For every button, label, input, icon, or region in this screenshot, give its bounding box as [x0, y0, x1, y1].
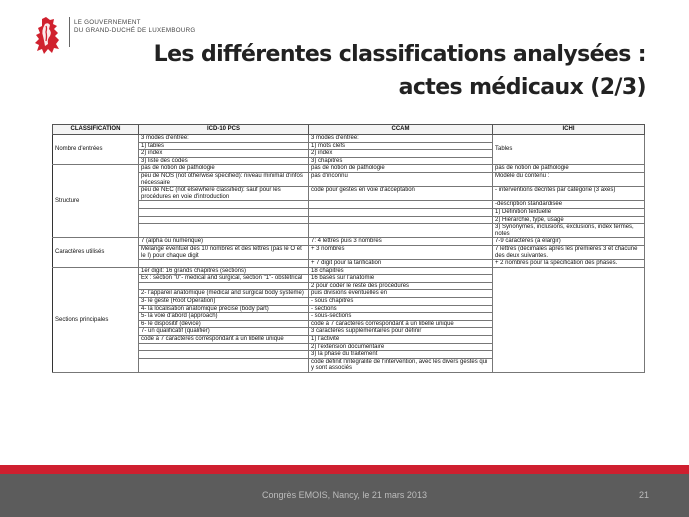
table-cell: 1er digit: 16 grands chapitres (sections) [139, 267, 309, 275]
table-cell: + 2 nombres pour la spécification des phases. [493, 260, 645, 268]
table-cell: 2- l'appareil anatomique (medical and surgical body systeme) [139, 290, 309, 298]
table-cell: code pour gestes en voie d'acceptation [309, 187, 493, 201]
row-label-structure: Structure [53, 165, 139, 238]
table-cell: code à 7 caractères correspondant à un libellé unique [139, 336, 309, 344]
table-cell: 7 lettres (décimales après les premières 3 et chacune des deux suivantes. [493, 245, 645, 259]
table-row [53, 201, 645, 209]
footer-red-band [0, 465, 689, 474]
table-cell: 18 chapitres [309, 267, 493, 275]
table-cell: 3) la phase du traitement [309, 351, 493, 359]
slide-title [154, 38, 646, 104]
gov-line-1: LE GOUVERNEMENT [74, 19, 141, 26]
table-cell: 3 modes d'entrée: [139, 135, 309, 143]
table-cell: 2) l'extension documentaire [309, 343, 493, 351]
table-cell: - interventions décrites par catégorie (3 axes) [493, 187, 645, 201]
table-row [53, 245, 645, 259]
table-row [53, 135, 645, 143]
table-row [53, 172, 645, 186]
table-cell: 2) index [309, 150, 493, 158]
table-cell: code à 7 caractères correspondant à un libellé unique [309, 320, 493, 328]
government-name [74, 19, 196, 35]
table-cell [139, 343, 309, 351]
table-cell: - sous-sections [309, 313, 493, 321]
row-label-characters: Caractères utilisés [53, 238, 139, 267]
table-cell: 3 caractères supplémentaires pour définir [309, 328, 493, 336]
table-cell: 16 basés sur l'anatomie [309, 275, 493, 283]
table-cell-empty [493, 267, 645, 372]
table-cell: pas d'inconnu [309, 172, 493, 186]
table-cell [139, 358, 309, 372]
table-cell: 3) liste des codes [139, 157, 309, 165]
table-row [53, 165, 645, 173]
table-cell: 2) Hiérarchie, type, usage [493, 216, 645, 224]
table-cell: Tables [493, 135, 645, 165]
table-row [53, 260, 645, 268]
table-cell: 2) index [139, 150, 309, 158]
table-cell: 1) tables [139, 142, 309, 150]
table-cell: 3) Synonymes, inclusions, exclusions, index termes, notes [493, 224, 645, 238]
table-cell: 6- le dispositif (device) [139, 320, 309, 328]
table-cell: + 3 nombres [309, 245, 493, 259]
table-cell [309, 201, 493, 209]
table-cell: pas de notion de pathologie [139, 165, 309, 173]
table-cell: Ex : section "0"- medical and surgical, section "1"- obstétrical [139, 275, 309, 283]
table-row [53, 187, 645, 201]
table-cell: Modèle du contenu : [493, 172, 645, 186]
table-cell: 4- la localisation anatomique précise (body part) [139, 305, 309, 313]
table-cell [139, 282, 309, 290]
table-cell: code définit l'intégralité de l'intervention, avec les divers gestes qui y sont associés [309, 358, 493, 372]
gov-line-2: DU GRAND-DUCHÉ DE LUXEMBOURG [74, 27, 196, 34]
table-cell: 1) Définition textuelle [493, 208, 645, 216]
table-cell: peu de NEC (not elsewhere classified): sauf pour les procédures en voie d'introduction [139, 187, 309, 201]
table-header-row [53, 125, 645, 135]
table-cell: 5- la voie d'abord (approach) [139, 313, 309, 321]
table-row [53, 267, 645, 275]
footer-text: Congrès EMOIS, Nancy, le 21 mars 2013 [262, 490, 427, 500]
column-header: ICD-10 PCS [139, 125, 309, 135]
row-label-entries: Nombre d'entrées [53, 135, 139, 165]
table-cell: 7 (alpha ou numérique) [139, 238, 309, 246]
table-cell: 1) mots clefs [309, 142, 493, 150]
table-cell: 7: 4 lettres puis 3 nombres [309, 238, 493, 246]
page-number: 21 [638, 490, 649, 500]
table-cell: + 7 digit pour la tarification [309, 260, 493, 268]
classification-table [52, 124, 645, 373]
column-header: CCAM [309, 125, 493, 135]
table-cell: - sections [309, 305, 493, 313]
table-cell: 3) chapitres [309, 157, 493, 165]
table-cell [139, 224, 309, 238]
table-row [53, 216, 645, 224]
table-cell [309, 216, 493, 224]
table-cell [139, 351, 309, 359]
luxembourg-lion-icon [32, 16, 64, 56]
table-cell: 1) l'activité [309, 336, 493, 344]
table-cell: puis divisions éventuelles en [309, 290, 493, 298]
table-cell [139, 208, 309, 216]
table-cell: pas de notion de pathologie [309, 165, 493, 173]
table-cell: 2 pour coder le reste des procédures [309, 282, 493, 290]
table-cell: 3- le geste (Root Operation) [139, 298, 309, 306]
table-cell: pas de notion de pathologie [493, 165, 645, 173]
column-header: CLASSIFICATION [53, 125, 139, 135]
table-cell: 3 modes d'entrée: [309, 135, 493, 143]
table-cell [139, 260, 309, 268]
row-label-main-sections: Sections principales [53, 267, 139, 372]
table-cell [309, 224, 493, 238]
table-cell: Mélange éventuel des 10 nombres et des lettres (pas le O et le I) pour chaque digit [139, 245, 309, 259]
table-cell [139, 216, 309, 224]
slide-footer [0, 474, 689, 517]
column-header: ICHI [493, 125, 645, 135]
table-cell: 7- un qualificatif (qualifier) [139, 328, 309, 336]
logo-divider [69, 17, 70, 47]
table-row [53, 224, 645, 238]
table-row [53, 208, 645, 216]
table-cell [139, 201, 309, 209]
title-line-2: actes médicaux (2/3) [398, 75, 646, 100]
table-cell: - sous chapitres [309, 298, 493, 306]
title-line-1: Les différentes classifications analysées : [153, 42, 646, 67]
table-cell: -description standardisée [493, 201, 645, 209]
table-cell [309, 208, 493, 216]
table-cell: 7-9 caractères (à élargir) [493, 238, 645, 246]
table-cell: peu de NOS (not otherwise specified): niveau minimal d'infos nécessaire [139, 172, 309, 186]
table-row [53, 238, 645, 246]
